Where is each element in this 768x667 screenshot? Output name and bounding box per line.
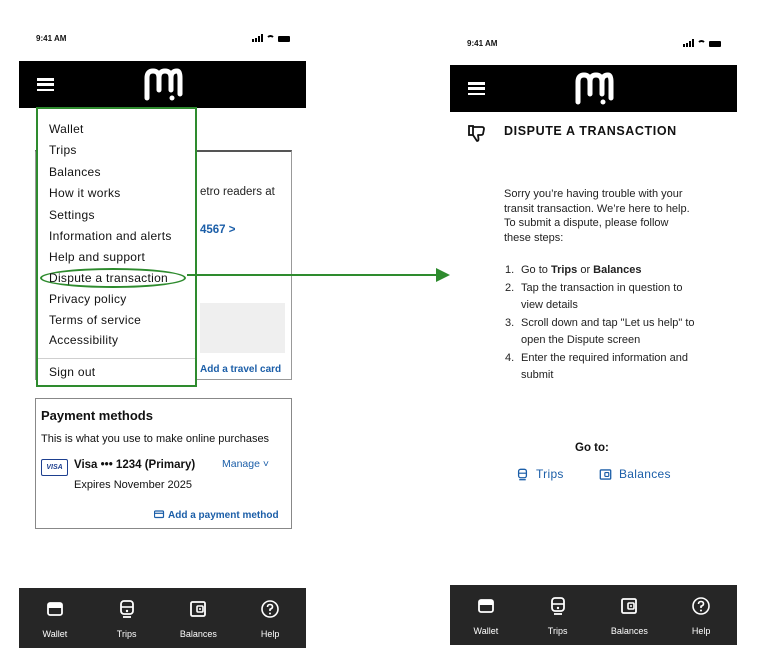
metro-logo xyxy=(143,68,183,102)
manage-dropdown[interactable]: Manage ˅ xyxy=(222,458,269,470)
step-text: Scroll down and tap "Let us help" to open the Dispute screen xyxy=(521,316,695,346)
nav-trips-label: Trips xyxy=(547,626,568,636)
balances-icon xyxy=(619,596,639,616)
help-icon xyxy=(260,599,280,619)
list-item xyxy=(505,262,695,280)
dispute-steps xyxy=(505,262,695,385)
nav-help-label: Help xyxy=(691,626,711,636)
menu-item-trips[interactable]: Trips xyxy=(49,143,77,157)
menu-divider xyxy=(38,358,195,359)
menu-item-how-it-works[interactable]: How it works xyxy=(49,186,121,200)
wallet-icon xyxy=(476,596,496,616)
navigation-menu xyxy=(36,107,197,387)
add-payment-method-link[interactable]: Add a payment method xyxy=(168,510,279,521)
step-number: 1. xyxy=(505,264,515,276)
payment-card-label: Visa ••• 1234 (Primary) xyxy=(74,459,196,471)
add-travel-card-link[interactable]: Add a travel card xyxy=(200,364,282,375)
status-icons xyxy=(683,39,721,47)
status-bar xyxy=(19,20,306,60)
nav-wallet[interactable] xyxy=(19,588,91,648)
nav-balances[interactable] xyxy=(594,585,666,645)
goto-label: Go to: xyxy=(575,442,609,454)
step-bold-trips: Trips xyxy=(550,264,578,276)
app-header xyxy=(450,65,737,112)
payment-methods-card xyxy=(35,398,292,529)
app-header xyxy=(19,61,306,108)
menu-item-terms-of-service[interactable]: Terms of service xyxy=(49,313,142,327)
nav-help[interactable] xyxy=(234,588,306,648)
nav-help[interactable] xyxy=(665,585,737,645)
nav-wallet[interactable] xyxy=(450,585,522,645)
visa-logo: VISA xyxy=(41,459,68,476)
bottom-navigation xyxy=(19,588,306,648)
nav-balances[interactable] xyxy=(163,588,235,648)
status-bar xyxy=(450,20,737,60)
hamburger-menu-icon[interactable] xyxy=(37,78,54,91)
readers-text-fragment: etro readers at xyxy=(200,186,275,198)
menu-item-dispute-a-transaction[interactable]: Dispute a transaction xyxy=(49,271,169,285)
hamburger-menu-icon[interactable] xyxy=(468,82,485,95)
nav-wallet-label: Wallet xyxy=(42,629,68,639)
nav-trips-label: Trips xyxy=(116,629,137,639)
status-time: 9:41 AM xyxy=(467,39,498,48)
placeholder-block xyxy=(200,303,285,353)
step-text: Go to xyxy=(521,264,551,276)
step-bold-balances: Balances xyxy=(593,264,642,276)
signal-icon xyxy=(252,34,263,42)
thumbs-down-icon xyxy=(467,123,487,143)
nav-balances-label: Balances xyxy=(610,626,648,636)
menu-item-accessibility[interactable]: Accessibility xyxy=(49,333,119,347)
goto-trips-label: Trips xyxy=(536,467,564,481)
payment-methods-description: This is what you use to make online purchases xyxy=(41,433,270,445)
help-icon xyxy=(691,596,711,616)
menu-item-information-and-alerts[interactable]: Information and alerts xyxy=(49,229,172,243)
nav-help-label: Help xyxy=(260,629,280,639)
menu-item-wallet[interactable]: Wallet xyxy=(49,122,84,136)
card-number-link[interactable]: 4567 > xyxy=(200,224,236,236)
add-card-icon xyxy=(154,510,165,520)
wallet-icon xyxy=(45,599,65,619)
balances-icon xyxy=(188,599,208,619)
goto-balances-link[interactable] xyxy=(599,467,671,481)
wifi-icon xyxy=(266,35,275,42)
list-item xyxy=(505,350,695,385)
goto-balances-label: Balances xyxy=(619,467,671,481)
step-text: Tap the transaction in question to view details xyxy=(521,281,683,311)
step-text: or xyxy=(577,264,594,276)
status-time: 9:41 AM xyxy=(36,34,67,43)
step-text: Enter the required information and submit xyxy=(521,351,688,381)
menu-item-settings[interactable]: Settings xyxy=(49,208,95,222)
train-icon xyxy=(548,596,568,616)
step-number: 3. xyxy=(505,316,515,329)
nav-trips[interactable] xyxy=(522,585,594,645)
wifi-icon xyxy=(697,40,706,47)
phone-screen-menu xyxy=(19,20,306,648)
list-item xyxy=(505,315,695,350)
train-icon xyxy=(117,599,137,619)
dispute-intro-text: Sorry you’re having trouble with your transit transaction. We’re here to help. To submit a dispute, please follow these steps: xyxy=(504,188,690,244)
page-title: DISPUTE A TRANSACTION xyxy=(504,124,677,138)
battery-icon xyxy=(278,36,290,42)
step-number: 2. xyxy=(505,281,515,294)
phone-screen-dispute xyxy=(450,20,737,645)
menu-item-help-and-support[interactable]: Help and support xyxy=(49,250,146,264)
signal-icon xyxy=(683,39,694,47)
menu-item-privacy-policy[interactable]: Privacy policy xyxy=(49,292,127,306)
status-icons xyxy=(252,34,290,42)
balances-icon xyxy=(599,468,612,481)
bottom-navigation xyxy=(450,585,737,645)
nav-trips[interactable] xyxy=(91,588,163,648)
menu-item-sign-out[interactable]: Sign out xyxy=(49,365,96,379)
step-number: 4. xyxy=(505,351,515,364)
payment-methods-title: Payment methods xyxy=(41,408,153,423)
metro-logo xyxy=(574,72,614,106)
list-item xyxy=(505,280,695,315)
train-icon xyxy=(516,468,529,481)
nav-balances-label: Balances xyxy=(179,629,217,639)
goto-trips-link[interactable] xyxy=(516,467,564,481)
nav-wallet-label: Wallet xyxy=(473,626,499,636)
battery-icon xyxy=(709,41,721,47)
payment-card-expiry: Expires November 2025 xyxy=(74,479,193,491)
menu-item-balances[interactable]: Balances xyxy=(49,165,101,179)
